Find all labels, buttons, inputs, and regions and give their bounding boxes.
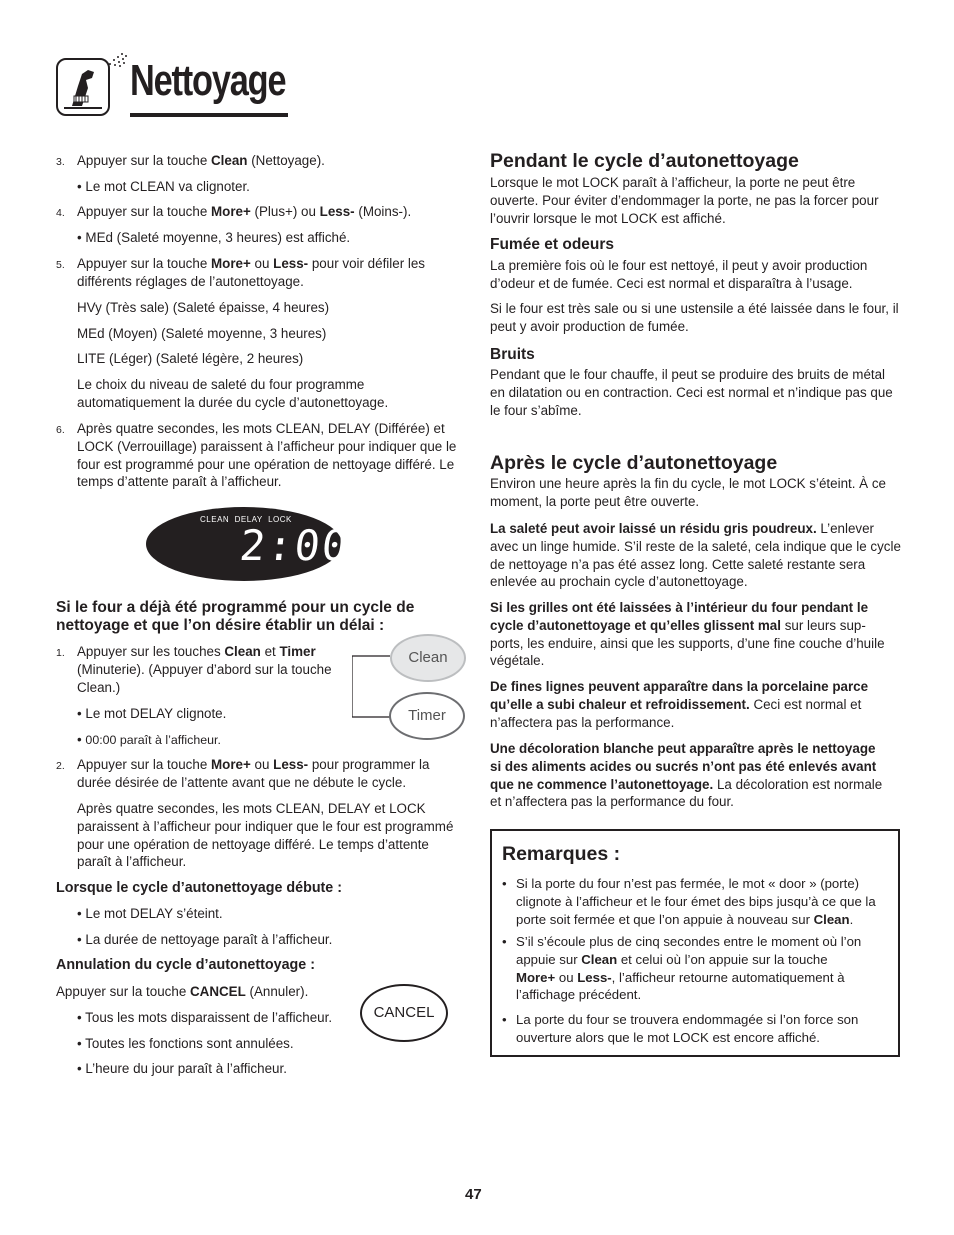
- step-5: 5. Appuyer sur la touche More+ ou Less- pour voir défiler les: [56, 256, 425, 271]
- during-text: Lorsque le mot LOCK paraît à l’afficheur, la porte ne peut être ouverte. Pour éviter d’endommager la porte, ne pas la forcer pour l’ouvrir lorsque le mot LOCK est affiché.: [490, 175, 879, 226]
- list-item: • Le mot DELAY clignote.: [77, 706, 227, 721]
- noise-heading: Bruits: [490, 346, 535, 363]
- list-item: • 00:00 paraît à l’afficheur.: [77, 732, 221, 747]
- spray-dots-icon: [106, 50, 128, 77]
- display-indicators: CLEAN DELAY LOCK: [200, 515, 292, 524]
- remark-2: S’il s’écoule plus de cinq secondes entre le moment où l’on appuie sur Clean et celui où l’on appuie sur la touche More+ ou Less-, l’afficheur retourne automatiquement à l’affichage précédent.: [516, 934, 862, 1003]
- list-item: •: [502, 876, 507, 891]
- smoke-text-1: La première fois où le four est nettoyé, il peut y avoir production d’odeur et de fumée. Ceci est normal et disparaîtra à l’usage.: [490, 258, 868, 291]
- residue-text: La saleté peut avoir laissé un résidu gris poudreux. L’enlever avec un linge humide. S’il reste de la saleté, cela indique que le cycle de nettoyage n’a pas été assez long. Cette saleté restante sera enlevée au prochain cycle d’autonettoyage.: [490, 521, 901, 590]
- level-note: Le choix du niveau de saleté du four programme automatiquement la durée du cycle d’autonettoyage.: [77, 377, 389, 410]
- timer-button[interactable]: Timer: [389, 692, 465, 740]
- cancel-heading: Annulation du cycle d’autonettoyage :: [56, 957, 315, 973]
- page-number: 47: [465, 1186, 482, 1203]
- after-text: Environ une heure après la fin du cycle, le mot LOCK s’éteint. À ce moment, la porte peut être ouverte.: [490, 476, 886, 509]
- noise-text: Pendant que le four chauffe, il peut se produire des bruits de métal en dilatation ou en contraction. Ceci est normal et n’indique pas que le four s’abîme.: [490, 367, 893, 418]
- during-heading: Pendant le cycle d’autonettoyage: [490, 150, 799, 172]
- start-heading: Lorsque le cycle d’autonettoyage débute :: [56, 880, 342, 896]
- oven-display: [146, 507, 352, 581]
- clean-button[interactable]: Clean: [390, 634, 466, 682]
- delay-heading: Si le four a déjà été programmé pour un cycle de nettoyage et que l’on désire établir un délai :: [56, 599, 415, 634]
- bracket-connector: [352, 655, 392, 728]
- remark-1: Si la porte du four n’est pas fermée, le mot « door » (porte) clignote à l’afficheur et le four émet des bips jusqu’à ce que la porte soit fermée et que l’on appuie à nouveau sur Clean.: [516, 876, 876, 927]
- list-item: •: [502, 1012, 507, 1027]
- delay-step-2-note: Après quatre secondes, les mots CLEAN, DELAY et LOCK paraissent à l’afficheur pour indiquer que le four est programmé pour une opération de nettoyage différé. Le temps d’attente paraît à l’afficheur.: [77, 801, 454, 870]
- cancel-button[interactable]: CANCEL: [360, 984, 448, 1042]
- cleaning-spray-icon: [56, 58, 110, 116]
- list-item: • Tous les mots disparaissent de l’afficheur.: [77, 1010, 333, 1025]
- discolor-text: Une décoloration blanche peut apparaître après le nettoyage si des aliments acides ou sucrés n’ont pas été enlevés avant que ne commence l’autonettoyage. La décoloration est normale et n’affectera pas la performance du four.: [490, 741, 883, 810]
- list-item: • MEd (Saleté moyenne, 3 heures) est affiché.: [77, 230, 351, 245]
- step-3: 3. Appuyer sur la touche Clean (Nettoyage).: [56, 153, 325, 168]
- level-lite: LITE (Léger) (Saleté légère, 2 heures): [77, 351, 304, 366]
- cancel-instruction: Appuyer sur la touche CANCEL (Annuler).: [56, 984, 309, 999]
- remark-3: La porte du four se trouvera endommagée si l’on force son ouverture alors que le mot LOCK est encore affiché.: [516, 1012, 859, 1045]
- step-4: 4. Appuyer sur la touche More+ (Plus+) ou Less- (Moins-).: [56, 204, 412, 219]
- list-item: • Le mot CLEAN va clignoter.: [77, 179, 250, 194]
- delay-step-2: 2. Appuyer sur la touche More+ ou Less- pour programmer la: [56, 757, 430, 772]
- list-item: • La durée de nettoyage paraît à l’afficheur.: [77, 932, 333, 947]
- after-heading: Après le cycle d’autonettoyage: [490, 452, 778, 474]
- level-hvy: HVy (Très sale) (Saleté épaisse, 4 heures): [77, 300, 330, 315]
- page-title: Nettoyage: [130, 56, 286, 105]
- step-6-text: Après quatre secondes, les mots CLEAN, DELAY (Différée) et LOCK (Verrouillage) paraissent à l’afficheur pour indiquer que le four est programmé pour une opération de nettoyage différé. Le temps d’attente paraît à l’afficheur.: [77, 421, 457, 490]
- remarks-heading: Remarques :: [502, 843, 621, 865]
- title-underline: [130, 113, 288, 117]
- smoke-heading: Fumée et odeurs: [490, 236, 615, 253]
- delay-step-1: 1. Appuyer sur les touches Clean et Timer: [56, 644, 316, 659]
- remarks-box: [490, 829, 900, 1057]
- lines-text: De fines lignes peuvent apparaître dans la porcelaine parce qu’elle a subi chaleur et refroidissement. Ceci est normal et n’affectera pas la performance.: [490, 679, 869, 730]
- racks-text: Si les grilles ont été laissées à l’intérieur du four pendant le cycle d’autonettoyage et qu’elles glissent mal sur leurs sup- ports, les enduire, ainsi que les supports, d’une fine couche d’huile végétale.: [490, 600, 885, 669]
- list-item: • Le mot DELAY s’éteint.: [77, 906, 223, 921]
- smoke-text-2: Si le four est très sale ou si une ustensile a été laissée dans le four, il peut y avoir production de fumée.: [490, 301, 899, 334]
- delay-step-2-line2: durée désirée de l’attente avant que ne débute le cycle.: [77, 775, 407, 790]
- level-med: MEd (Moyen) (Saleté moyenne, 3 heures): [77, 326, 327, 341]
- list-item: •: [502, 934, 507, 949]
- list-item: • Toutes les fonctions sont annulées.: [77, 1036, 294, 1051]
- step-6: 6.: [56, 424, 65, 436]
- delay-step-1-cont: (Minuterie). (Appuyer d’abord sur la touche Clean.): [77, 662, 332, 695]
- step-5-line2: différents réglages de l’autonettoyage.: [77, 274, 304, 289]
- display-time: 2:00: [237, 521, 352, 570]
- list-item: • L’heure du jour paraît à l’afficheur.: [77, 1061, 287, 1076]
